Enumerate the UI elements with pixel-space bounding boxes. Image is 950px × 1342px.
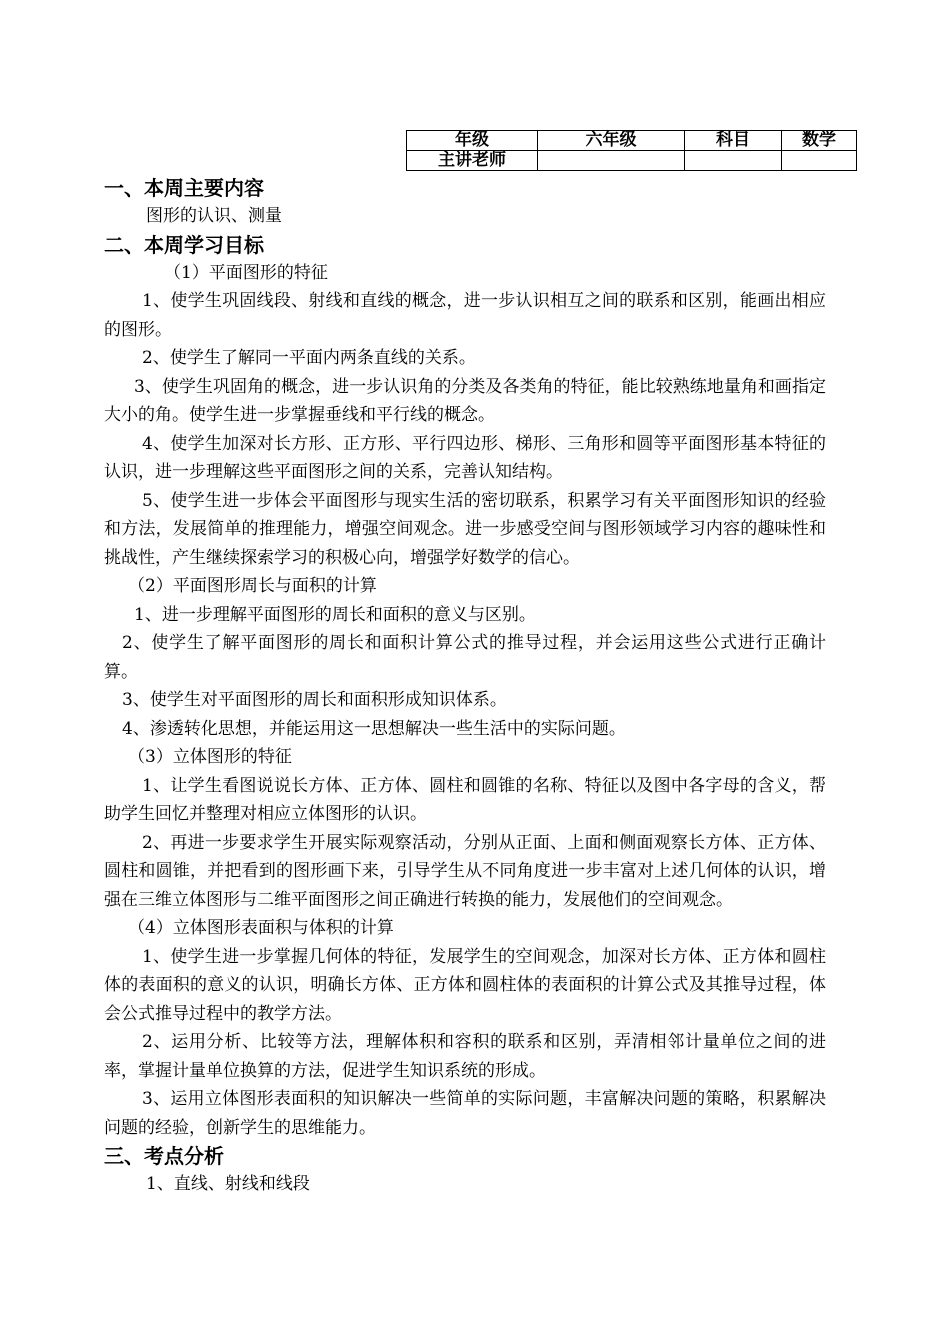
paragraph: 2、运用分析、比较等方法，理解体积和容积的联系和区别，弄清相邻计量单位之间的进率，掌握计量单位换算的方法，促进学生知识系统的形成。 xyxy=(104,1032,826,1081)
subsection-title: （2）平面图形周长与面积的计算 xyxy=(128,576,377,596)
section-heading: 二、本周学习目标 xyxy=(104,232,264,257)
teacher-label: 主讲老师 xyxy=(407,151,538,171)
empty-cell xyxy=(685,151,782,171)
paragraph: 1、使学生巩固线段、射线和直线的概念，进一步认识相互之间的联系和区别，能画出相应的图形。 xyxy=(104,291,826,340)
grade-value: 六年级 xyxy=(538,131,685,151)
teacher-value xyxy=(538,151,685,171)
paragraph: 5、使学生进一步体会平面图形与现实生活的密切联系，积累学习有关平面图形知识的经验和方法，发展简单的推理能力，增强空间观念。进一步感受空间与图形领域学习内容的趣味性和挑战性，产生继续探索学习的积极心向，增强学好数学的信心。 xyxy=(104,490,826,568)
section-heading: 一、本周主要内容 xyxy=(104,176,264,200)
paragraph: 4、渗透转化思想，并能运用这一思想解决一些生活中的实际问题。 xyxy=(122,718,626,739)
paragraph: 4、使学生加深对长方形、正方形、平行四边形、梯形、三角形和圆等平面图形基本特征的认识，进一步理解这些平面图形之间的关系，完善认知结构。 xyxy=(104,433,826,482)
info-table xyxy=(406,130,857,171)
empty-cell xyxy=(782,151,857,171)
info-row-1 xyxy=(407,131,857,151)
document-body xyxy=(104,174,826,1199)
subject-label: 科目 xyxy=(685,131,782,151)
subject-value: 数学 xyxy=(782,131,857,151)
grade-label: 年级 xyxy=(407,131,538,151)
paragraph: 3、使学生对平面图形的周长和面积形成知识体系。 xyxy=(122,690,507,710)
paragraph: 2、使学生了解平面图形的周长和面积计算公式的推导过程，并会运用这些公式进行正确计算。 xyxy=(104,633,826,682)
paragraph: 2、再进一步要求学生开展实际观察活动，分别从正面、上面和侧面观察长方体、正方体、圆柱和圆锥，并把看到的图形画下来，引导学生从不同角度进一步丰富对上述几何体的认识，增强在三维立体图形与二维平面图形之间正确进行转换的能力，发展他们的空间观念。 xyxy=(104,832,826,910)
info-row-2 xyxy=(407,151,857,171)
subsection-title: （4）立体图形表面积与体积的计算 xyxy=(128,918,394,938)
paragraph: 2、使学生了解同一平面内两条直线的关系。 xyxy=(142,348,476,368)
paragraph: 1、进一步理解平面图形的周长和面积的意义与区别。 xyxy=(134,604,536,625)
section-content: 图形的认识、测量 xyxy=(146,206,282,226)
paragraph: 3、运用立体图形表面积的知识解决一些简单的实际问题，丰富解决问题的策略，积累解决问题的经验，创新学生的思维能力。 xyxy=(104,1089,826,1138)
subsection-title: （1）平面图形的特征 xyxy=(164,262,328,283)
paragraph: 1、让学生看图说说长方体、正方体、圆柱和圆锥的名称、特征以及图中各字母的含义，帮助学生回忆并整理对相应立体图形的认识。 xyxy=(104,775,826,824)
subsection-title: （3）立体图形的特征 xyxy=(128,747,292,767)
section-heading: 三、考点分析 xyxy=(104,1144,224,1168)
paragraph: 3、使学生巩固角的概念，进一步认识角的分类及各类角的特征，能比较熟练地量角和画指定大小的角。使学生进一步掌握垂线和平行线的概念。 xyxy=(104,376,826,425)
paragraph: 1、使学生进一步掌握几何体的特征，发展学生的空间观念，加深对长方体、正方体和圆柱体的表面积的意义的认识，明确长方体、正方体和圆柱体的表面积的计算公式及其推导过程，体会公式推导过程中的教学方法。 xyxy=(104,946,826,1024)
paragraph: 1、直线、射线和线段 xyxy=(146,1174,310,1194)
